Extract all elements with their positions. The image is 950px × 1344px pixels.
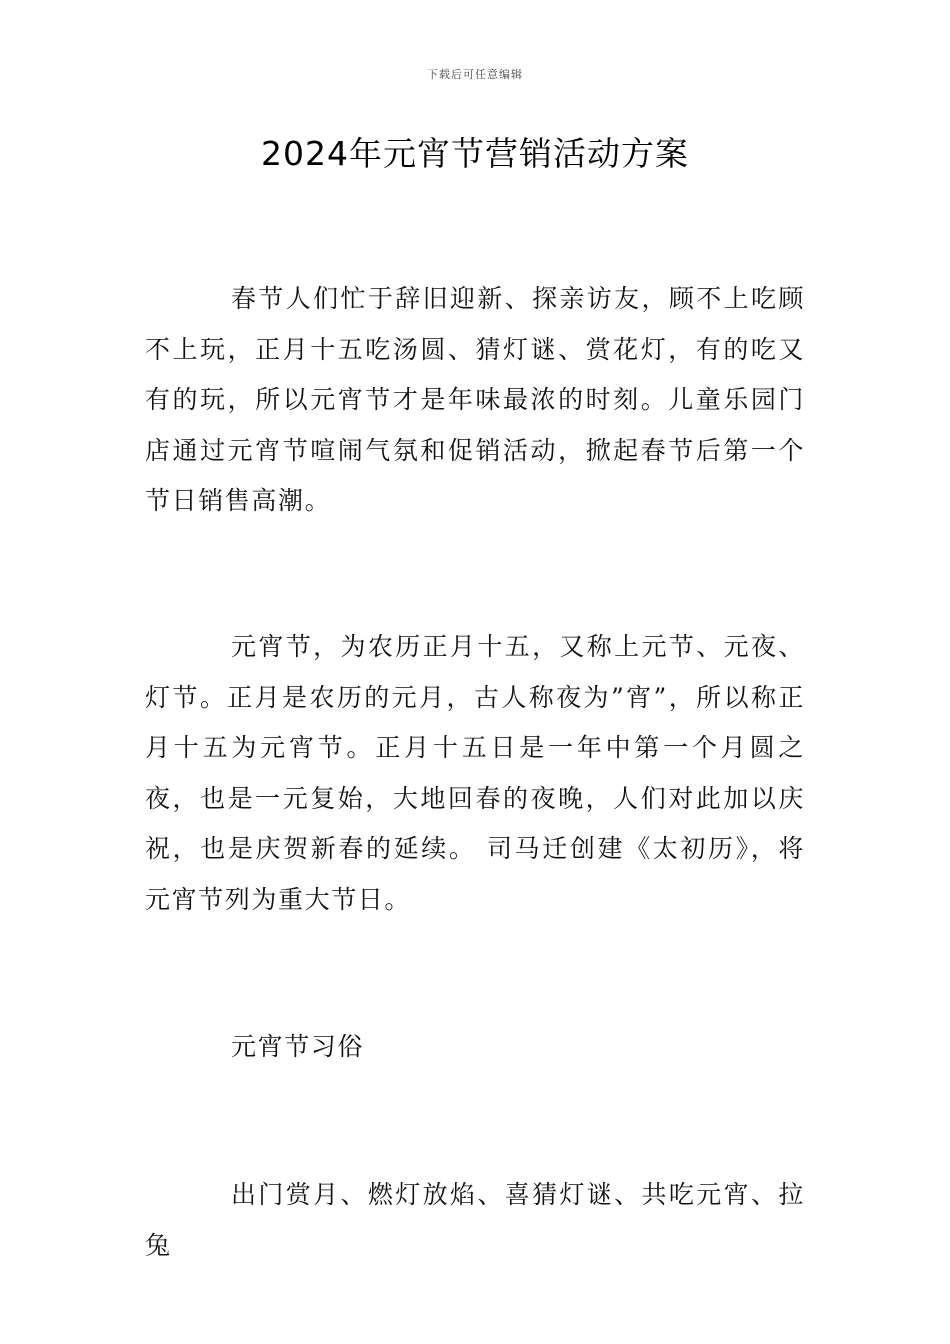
document-title: 2024年元宵节营销活动方案 bbox=[261, 134, 689, 173]
paragraph-history: 元宵节，为农历正月十五，又称上元节、元夜、灯节。正月是农历的元月，古人称夜为”宵”，所以称正月十五为元宵节。正月十五日是一年中第一个月圆之夜，也是一元复始，大地回春的夜晚，人们对此加以庆祝，也是庆贺新春的延续。 司马迁创建《太初历》，将元宵节列为重大节日。 bbox=[145, 632, 805, 914]
paragraph-customs: 出门赏月、燃灯放焰、喜猜灯谜、共吃元宵、拉兔 bbox=[145, 1180, 805, 1260]
header-note: 下载后可任意编辑 bbox=[427, 68, 523, 81]
paragraph-intro: 春节人们忙于辞旧迎新、探亲访友，顾不上吃顾不上玩，正月十五吃汤圆、猜灯谜、赏花灯，有的吃又有的玩，所以元宵节才是年味最浓的时刻。儿童乐园门店通过元宵节喧闹气氛和促销活动，掀起春节后第一个节日销售高潮。 bbox=[145, 284, 805, 515]
section-heading-customs: 元宵节习俗 bbox=[231, 1032, 365, 1061]
